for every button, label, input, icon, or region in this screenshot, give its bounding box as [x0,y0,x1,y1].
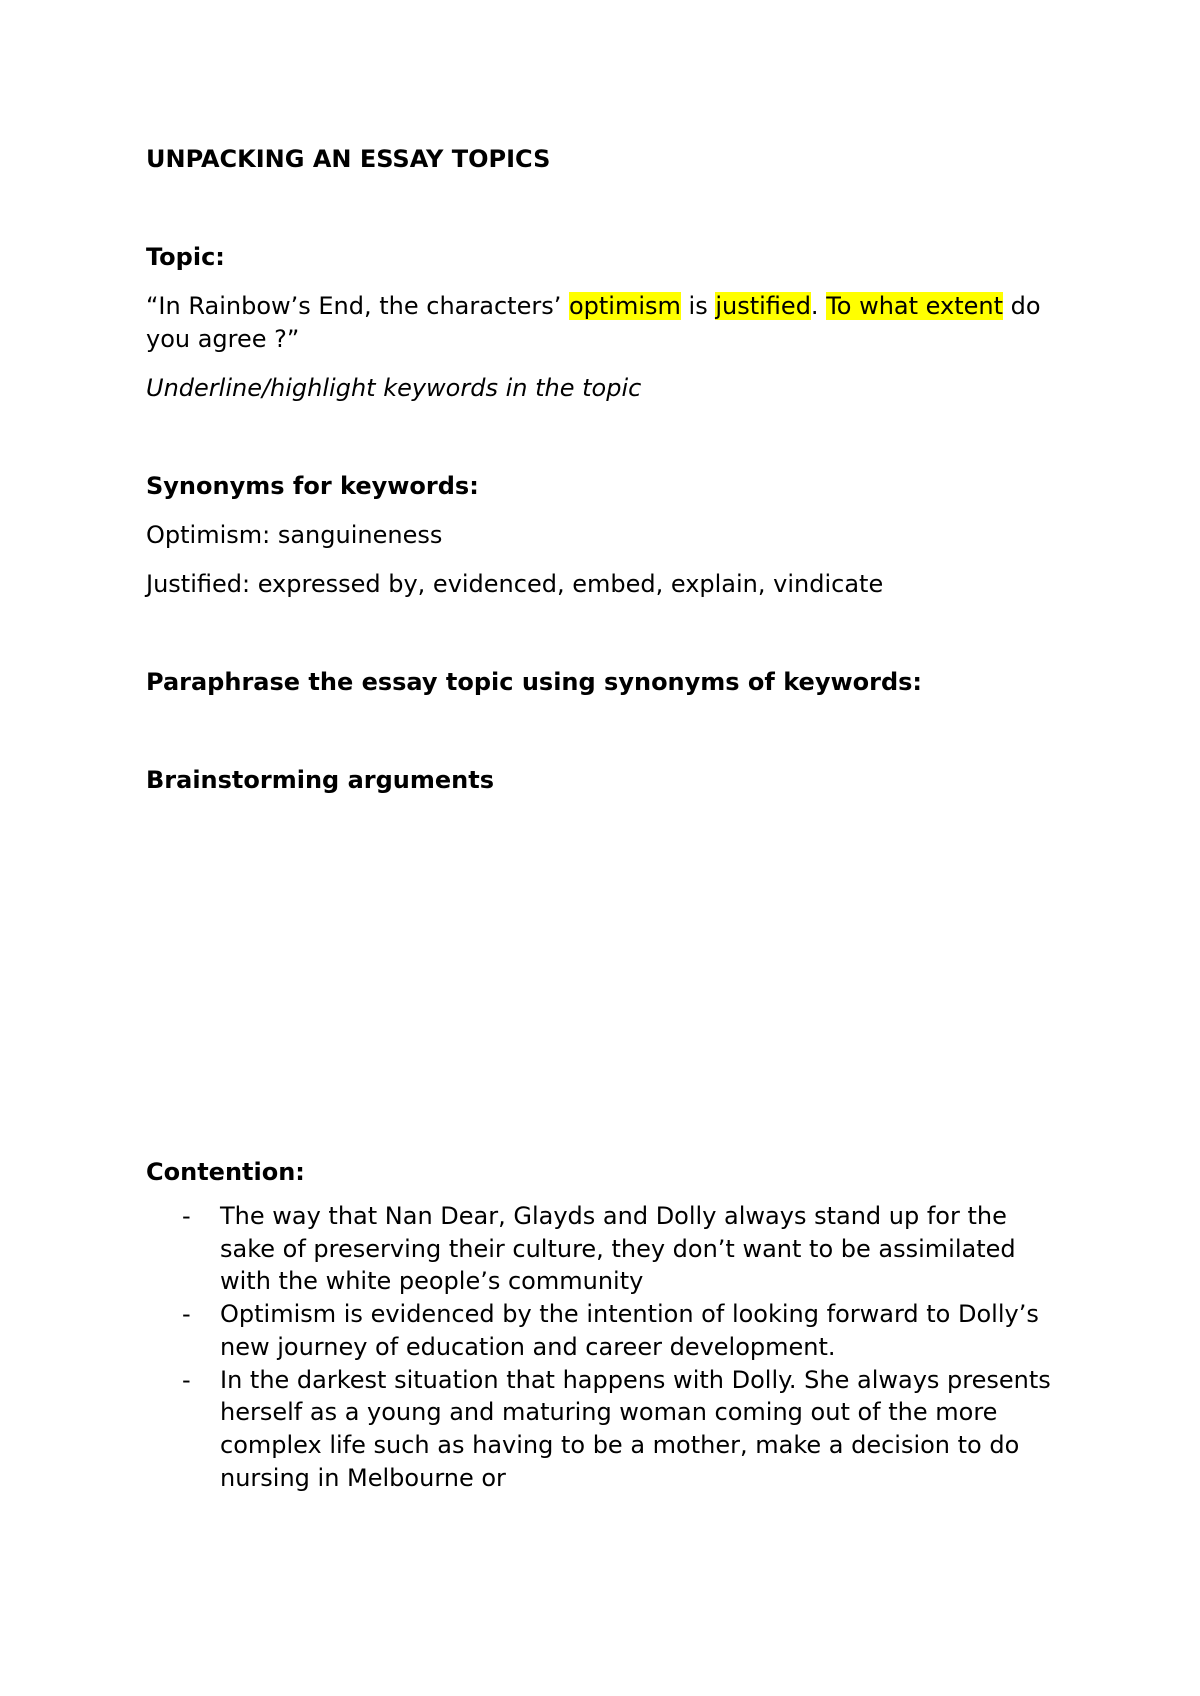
list-item-text: Optimism is evidenced by the intention of looking forward to Dolly’s new journey of education and career development. [220,1300,1039,1361]
topic-text: do [1003,292,1041,320]
list-item [146,1364,1066,1495]
topic-text: . [810,292,827,320]
document-title: UNPACKING AN ESSAY TOPICS [146,145,551,173]
synonym-line: Justified: expressed by, evidenced, embed, explain, vindicate [146,570,884,598]
bullet-marker: - [182,1365,191,1394]
topic-text: is [680,292,716,320]
contention-list [146,1200,1066,1494]
list-item [146,1200,1066,1298]
brainstorm-heading: Brainstorming arguments [146,766,494,794]
paraphrase-heading: Paraphrase the essay topic using synonyms of keywords: [146,668,923,696]
highlighted-keyword: optimism [568,292,681,320]
highlighted-keyword: justified [715,292,811,320]
topic-line-1 [146,290,1041,323]
synonym-line: Optimism: sanguineness [146,521,443,549]
synonyms-heading: Synonyms for keywords: [146,472,479,500]
topic-heading: Topic: [146,243,225,271]
bullet-marker: - [182,1202,191,1230]
list-item-text: The way that Nan Dear, Glayds and Dolly always stand up for the sake of preserving their culture, they don’t want to be assimilated with the white people’s community [220,1202,1016,1296]
bullet-marker: - [182,1300,191,1329]
topic-line-2: you agree ?” [146,325,300,353]
contention-heading: Contention: [146,1158,305,1186]
list-item-text: In the darkest situation that happens with Dolly. She always presents herself as a young and maturing woman coming out of the more complex life such as having to be a mother, make a decision to do nursing in Melbourne or [220,1365,1051,1492]
highlighted-keyword: To what extent [826,292,1004,320]
instruction-text: Underline/highlight keywords in the topic [146,374,642,402]
topic-text: “In Rainbow’s End, the characters’ [146,292,569,320]
list-item [146,1298,1066,1363]
